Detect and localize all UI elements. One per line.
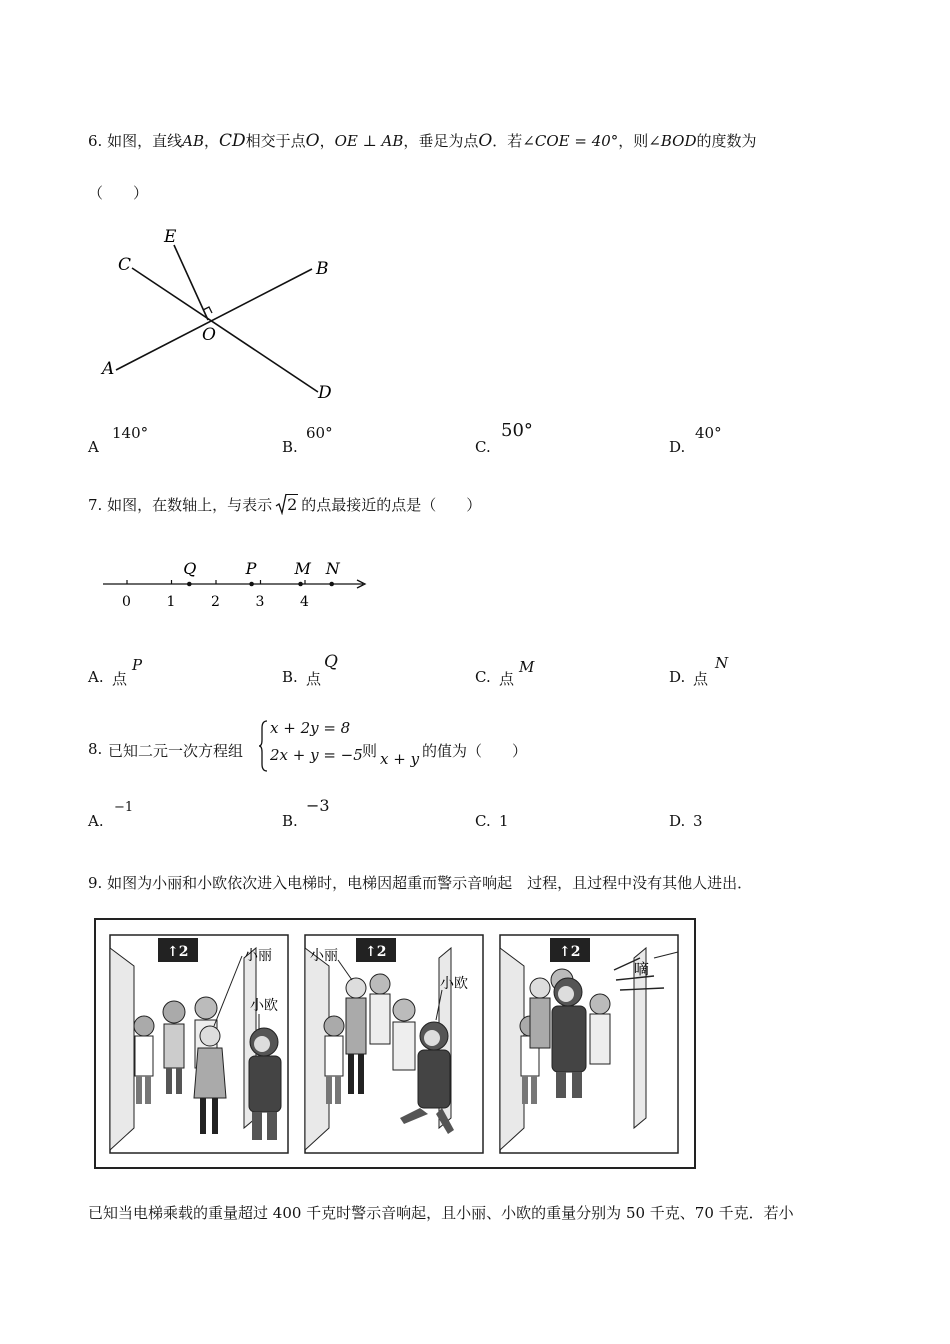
label-e: E <box>164 227 177 247</box>
option-value: 60° <box>306 424 333 442</box>
q8-equation-1: x + 2y = 8 <box>270 719 351 737</box>
floor-sign-text: ↑2 <box>559 944 581 960</box>
q8-text-2: 的值为（ ） <box>422 742 528 760</box>
q6-comma: ， <box>203 132 219 150</box>
axis-tick-label-0: 0 <box>122 594 131 610</box>
label-b: B <box>316 259 329 279</box>
q6-option-d[interactable] <box>669 424 789 458</box>
q6-text-3: ，垂足为点 <box>403 132 479 150</box>
option-value: N <box>715 654 729 672</box>
line-ab <box>116 269 312 370</box>
q8-option-d[interactable] <box>669 800 789 832</box>
option-letter: A. <box>88 812 104 830</box>
q7-radicand: 2 <box>287 495 298 514</box>
q9-text: 如图为小丽和小欧依次进入电梯时，电梯因超重而警示音响起 过程，且过程中没有其他人进出． <box>107 874 753 892</box>
q8-stem <box>88 718 688 774</box>
q7-number-line <box>95 555 375 615</box>
brace-icon <box>258 720 268 772</box>
q7-option-d[interactable] <box>669 656 789 688</box>
q7-option-c[interactable] <box>475 656 595 688</box>
option-value: M <box>519 658 535 676</box>
label-beep: 嘀 <box>634 960 650 978</box>
option-letter: B. <box>282 668 298 686</box>
option-value: −1 <box>114 800 134 815</box>
label-xiaoli: 小丽 <box>244 948 272 964</box>
option-letter: B. <box>282 812 298 830</box>
q9-stem <box>88 872 752 893</box>
floor-sign-text: ↑2 <box>167 944 189 960</box>
option-prefix: 点 <box>112 670 128 688</box>
q6-option-b[interactable] <box>282 424 402 458</box>
option-value: 1 <box>499 812 509 830</box>
point-m <box>298 582 303 587</box>
q9-number: 9. <box>88 874 103 892</box>
q8-option-a[interactable] <box>88 800 208 832</box>
label-o: O <box>202 325 216 345</box>
option-prefix: 点 <box>693 670 709 688</box>
option-letter: A. <box>88 668 104 686</box>
q6-line-cd: CD <box>218 131 246 151</box>
option-letter: C. <box>475 668 491 686</box>
q6-perp: OE ⊥ AB <box>334 132 404 150</box>
q7-stem <box>88 494 481 515</box>
option-value: Q <box>324 652 338 672</box>
q6-comma-2: ， <box>319 132 335 150</box>
option-value: 3 <box>693 812 703 830</box>
q6-figure <box>90 220 350 410</box>
point-p <box>249 582 254 587</box>
option-value: −3 <box>306 796 330 815</box>
label-xiaoli: 小丽 <box>310 948 338 964</box>
q9-continuation: 已知当电梯乘载的重量超过 400 千克时警示音响起，且小丽、小欧的重量分别为 50 千克、70 千克．若小 <box>88 1204 794 1222</box>
point-n <box>329 582 334 587</box>
q6-text-4: ．若 <box>492 132 523 150</box>
axis-tick-label-2: 2 <box>211 594 220 610</box>
q8-option-c[interactable] <box>475 800 595 832</box>
line-cd <box>132 268 318 392</box>
option-letter: A <box>88 438 99 456</box>
floor-sign-text: ↑2 <box>365 944 387 960</box>
option-letter: D. <box>669 812 686 830</box>
q6-text-6: 的度数为 <box>696 132 757 150</box>
q7-option-b[interactable] <box>282 652 402 688</box>
ray-oe <box>174 245 208 320</box>
q6-option-c[interactable] <box>475 420 595 458</box>
comic-panel-1 <box>110 935 288 1153</box>
q7-text-1: 如图，在数轴上，与表示 <box>107 496 273 514</box>
q7-number: 7. <box>88 496 103 514</box>
q6-angle-coe: ∠COE = 40° <box>522 132 619 150</box>
option-letter: C. <box>475 438 491 456</box>
option-letter: D. <box>669 438 686 456</box>
option-value: 140° <box>112 424 149 442</box>
option-letter: C. <box>475 812 491 830</box>
q6-point-o-2: O <box>478 131 493 151</box>
option-value: 40° <box>695 424 722 442</box>
point-label-q: Q <box>183 559 197 578</box>
option-prefix: 点 <box>499 670 515 688</box>
label-d: D <box>318 383 332 403</box>
q6-text-2: 相交于点 <box>245 132 306 150</box>
label-xiaoou: 小欧 <box>250 998 278 1014</box>
point-label-n: N <box>325 559 340 578</box>
option-letter: B. <box>282 438 298 456</box>
q7-text-2: 的点最接近的点是（ ） <box>301 496 482 514</box>
axis-tick-label-3: 3 <box>255 594 265 610</box>
label-xiaoou: 小欧 <box>440 976 468 992</box>
q6-answer-paren: （ ） <box>88 184 149 202</box>
q8-text-1: 已知二元一次方程组 <box>108 742 244 760</box>
q8-number: 8. <box>88 740 103 758</box>
q8-expression: x + y <box>380 750 420 768</box>
point-label-m: M <box>294 559 311 578</box>
label-a: A <box>102 359 115 379</box>
comic-panel-2 <box>305 935 483 1153</box>
q8-text-mid: 则 <box>362 742 378 760</box>
option-letter: D. <box>669 668 686 686</box>
q6-point-o: O <box>305 131 320 151</box>
q6-text-5: ，则 <box>618 132 649 150</box>
axis-tick-label-1: 1 <box>166 594 176 610</box>
q9-elevator-comic <box>94 918 696 1170</box>
axis-tick-label-4: 4 <box>300 594 309 610</box>
option-value: 50° <box>501 420 533 441</box>
q7-option-a[interactable] <box>88 656 208 688</box>
label-c: C <box>118 255 132 275</box>
q6-number: 6. <box>88 132 103 150</box>
q6-option-a[interactable] <box>88 424 208 458</box>
q6-text-1: 如图，直线 <box>107 132 183 150</box>
q7-sqrt <box>275 495 298 514</box>
q8-option-b[interactable] <box>282 796 402 832</box>
point-q <box>187 582 192 587</box>
comic-panel-3 <box>500 935 678 1153</box>
option-prefix: 点 <box>306 670 322 688</box>
q6-angle-bod: ∠BOD <box>648 132 697 150</box>
option-value: P <box>132 656 143 674</box>
point-label-p: P <box>245 559 257 578</box>
q8-equation-2: 2x + y = −5 <box>270 746 363 764</box>
q6-stem <box>88 130 757 151</box>
q6-line-ab: AB <box>182 132 204 150</box>
